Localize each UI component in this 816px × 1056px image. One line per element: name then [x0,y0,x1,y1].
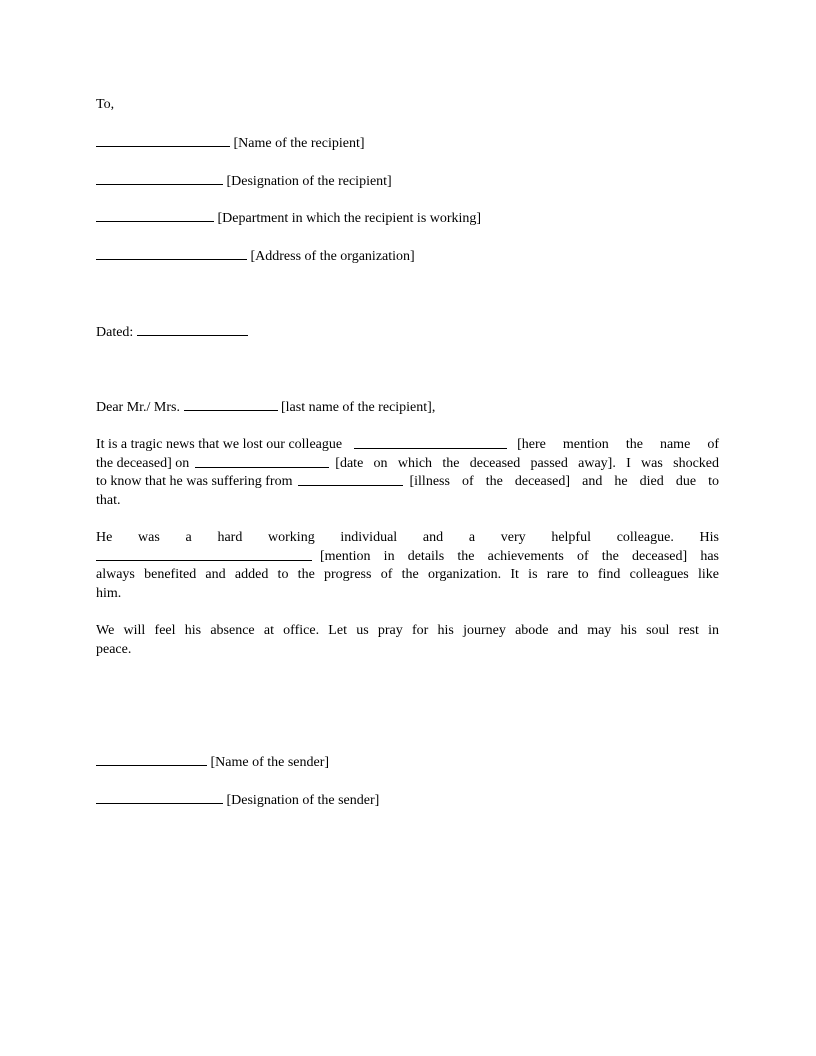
p3-row1-text: We will feel his absence at office. Let us pray for his journey abode and may his soul rest in [96,623,719,638]
organization-address-line [96,247,415,266]
paragraph-3 [96,622,719,659]
p1-row3-text: to know that he was suffering from [96,474,293,489]
dated-label: Dated: [96,325,134,340]
recipient-department-placeholder: [Department in which the recipient is working] [217,211,482,226]
date-of-passing-blank [195,455,329,468]
sender-name-line [96,753,329,772]
recipient-department-blank [96,209,214,222]
recipient-department-line [96,209,481,228]
to-label: To, [96,97,115,112]
p1-row1-text: It is a tragic news that we lost our colleague [96,437,343,452]
sender-designation-placeholder: [Designation of the sender] [226,793,380,808]
p2-row2-end: [mention in details the achievements of the deceased] has [320,548,719,564]
p1-row4-text: that. [96,492,121,508]
p2-row1-text: He was a hard working individual and a very helpful colleague. His [96,530,719,545]
recipient-designation-placeholder: [Designation of the recipient] [226,174,392,189]
organization-address-placeholder: [Address of the organization] [250,249,415,264]
dated-line [96,323,248,342]
p1-row3-end: [illness of the deceased] and he died due to [409,474,719,489]
sender-designation-line [96,791,379,810]
date-blank [137,323,248,336]
recipient-name-line [96,134,365,153]
sender-designation-blank [96,791,223,804]
p2-row3-text: always benefited and added to the progress of the organization. It is rare to find colleagues like [96,567,719,582]
illness-blank [298,473,403,486]
sender-name-placeholder: [Name of the sender] [210,755,330,770]
p1-row2-end: [date on which the deceased passed away]. I was shocked [335,455,719,471]
organization-address-blank [96,247,247,260]
recipient-designation-line [96,172,392,191]
achievements-blank [96,548,312,561]
p3-row2-text: peace. [96,641,132,657]
deceased-name-blank [354,436,507,449]
p1-row2-text: the deceased] on [96,455,190,471]
p2-row4-text: him. [96,585,122,601]
recipient-name-placeholder: [Name of the recipient] [233,136,365,151]
sender-name-blank [96,753,207,766]
salutation-suffix: [last name of the recipient], [281,400,436,415]
recipient-name-blank [96,134,230,147]
recipient-designation-blank [96,172,223,185]
salutation-line [96,398,435,417]
paragraph-1 [96,436,719,510]
paragraph-2 [96,529,719,603]
salutation-blank [184,398,278,411]
salutation-prefix: Dear Mr./ Mrs. [96,400,180,415]
p1-row1-end: [here mention the name of [517,437,719,452]
